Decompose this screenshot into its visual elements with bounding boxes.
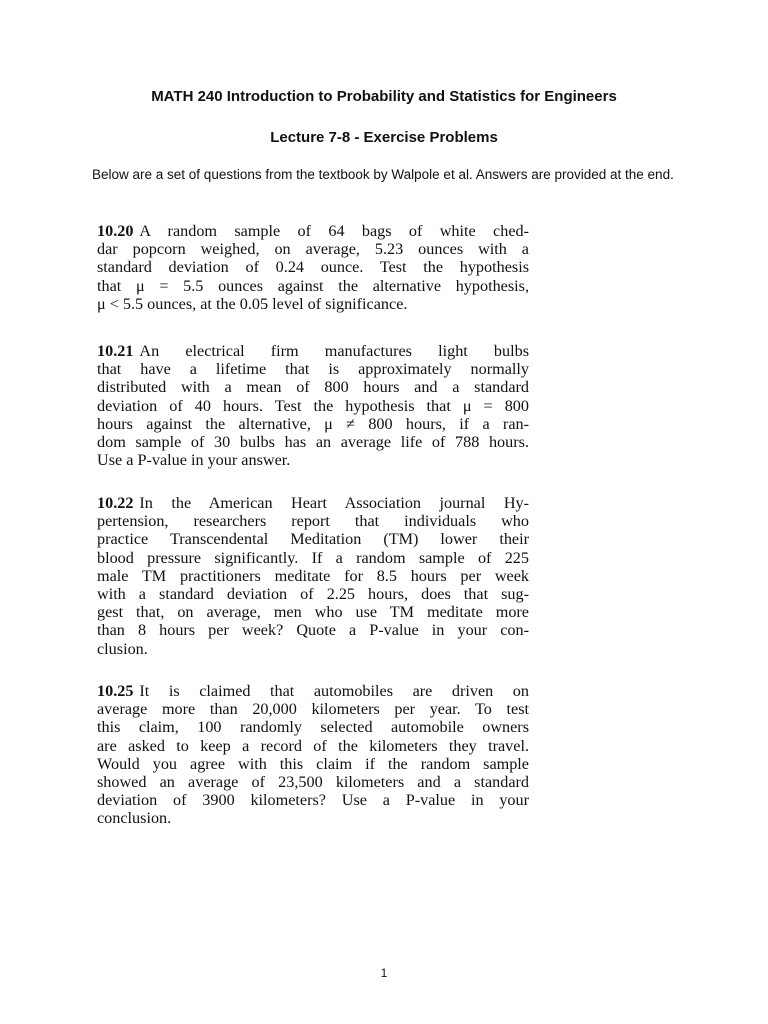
problem-text-line [97,397,529,415]
problem-text-line [97,277,529,295]
problem-line-text: dar popcorn weighed, on average, 5.23 ounces with a [97,240,529,259]
problem-line-text: pertension, researchers report that individuals who [97,512,529,531]
problem-line-text: clusion. [97,639,148,658]
problem-line-text: gest that, on average, men who use TM meditate more [97,603,529,622]
problem-text-line [97,773,529,791]
problem-line-text: practice Transcendental Meditation (TM) lower their [97,530,529,549]
problem-line-text: Would you agree with this claim if the random sample [97,754,529,773]
problem-10-22 [97,494,529,658]
problem-line-text: blood pressure significantly. If a random sample of 225 [97,548,529,567]
problem-text-line [97,360,529,378]
problem-line-text: that μ = 5.5 ounces against the alternative hypothesis, [97,276,529,295]
problem-line-text: A random sample of 64 bags of white ched- [139,222,529,240]
problem-text-line [97,682,529,700]
problem-line-text: dom sample of 30 bulbs has an average life of 788 hours. [97,433,529,452]
intro-paragraph: Below are a set of questions from the textbook by Walpole et al. Answers are provided at the end. [92,167,674,182]
problem-10-21 [97,342,529,469]
problem-line-text: male TM practitioners meditate for 8.5 hours per week [97,566,529,585]
problem-line-text: conclusion. [97,809,172,828]
problem-text-line [97,549,529,567]
problem-text-line [97,378,529,396]
problem-line-text: In the American Heart Association journal Hy- [139,494,529,512]
problem-text-line [97,809,529,827]
problem-text-line [97,567,529,585]
problem-line-text: hours against the alternative, μ ≠ 800 hours, if a ran- [97,414,529,433]
problem-text-line [97,585,529,603]
problem-text-line [97,222,529,240]
problem-line-text: deviation of 40 hours. Test the hypothesis that μ = 800 [97,396,529,415]
problem-text-line [97,603,529,621]
problem-10-20 [97,222,529,313]
problem-text-line [97,258,529,276]
problem-text-line [97,718,529,736]
problem-line-text: Use a P-value in your answer. [97,451,291,470]
problem-text-line [97,621,529,639]
problem-line-text: that have a lifetime that is approximately normally [97,360,529,379]
problem-text-line [97,512,529,530]
problem-line-text: standard deviation of 0.24 ounce. Test the hypothesis [97,258,529,277]
problem-line-text: An electrical firm manufactures light bulbs [139,342,529,360]
problem-line-text: with a standard deviation of 2.25 hours, does that sug- [97,585,529,604]
problem-text-line [97,640,529,658]
problem-line-text: average more than 20,000 kilometers per year. To test [97,700,529,719]
problem-text-line [97,791,529,809]
document-subtitle: Lecture 7-8 - Exercise Problems [270,129,498,146]
problem-text-line [97,530,529,548]
problem-text-line [97,494,529,512]
problem-line-text: than 8 hours per week? Quote a P-value in your con- [97,621,529,640]
problem-number: 10.20 [97,222,134,240]
problem-text-line [97,415,529,433]
problem-text-line [97,737,529,755]
problem-line-text: showed an average of 23,500 kilometers and a standard [97,773,529,792]
problem-line-text: μ < 5.5 ounces, at the 0.05 level of significance. [97,294,408,313]
problem-text-line [97,433,529,451]
problem-10-25 [97,682,529,828]
problem-text-line [97,700,529,718]
problem-line-text: this claim, 100 randomly selected automobile owners [97,718,529,737]
page-number: 1 [380,966,388,980]
problem-number: 10.25 [97,682,134,700]
problem-text-line [97,342,529,360]
problem-text-line [97,755,529,773]
problem-line-text: are asked to keep a record of the kilometers they travel. [97,736,529,755]
problem-number: 10.21 [97,342,134,360]
problem-line-text: It is claimed that automobiles are driven on [139,682,529,700]
problem-text-line [97,295,529,313]
problem-number: 10.22 [97,494,134,512]
problem-line-text: distributed with a mean of 800 hours and a standard [97,378,529,397]
problem-text-line [97,240,529,258]
problem-line-text: deviation of 3900 kilometers? Use a P-value in your [97,791,529,810]
document-title: MATH 240 Introduction to Probability and Statistics for Engineers [151,88,617,105]
problem-text-line [97,451,529,469]
